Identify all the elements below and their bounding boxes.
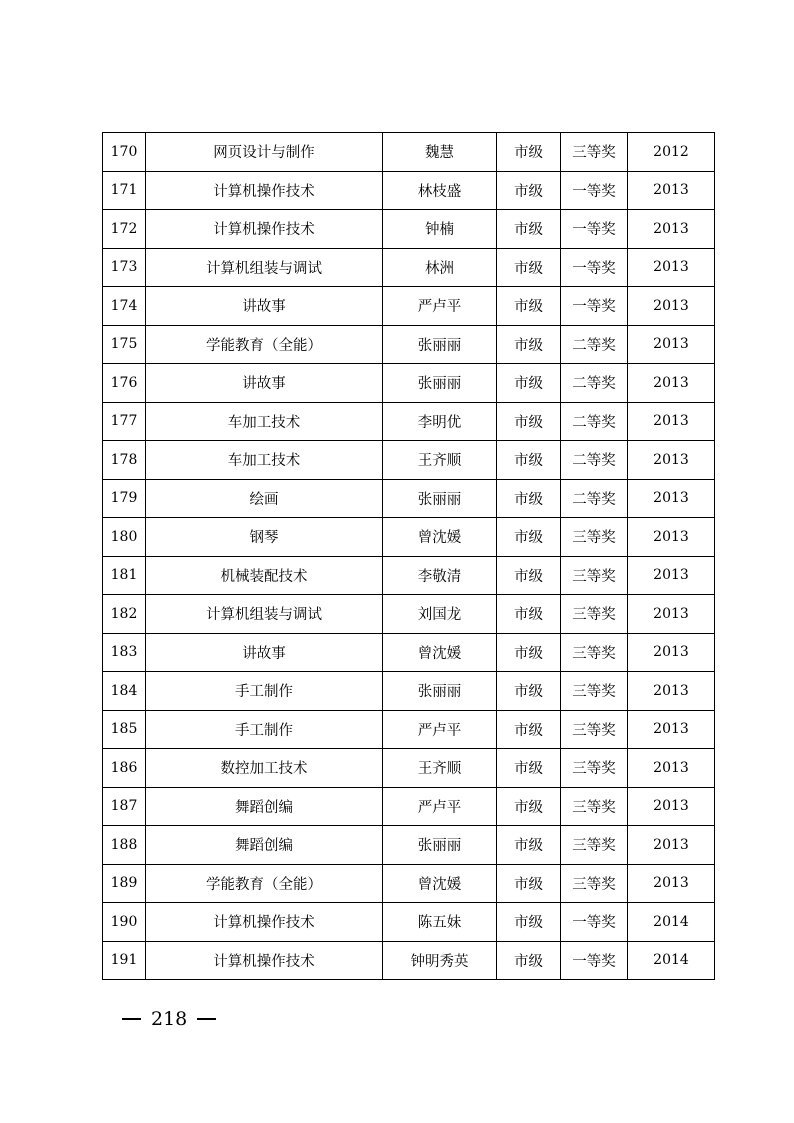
row-number-cell: 176 bbox=[103, 364, 146, 403]
level-cell: 市级 bbox=[497, 903, 561, 942]
award-table bbox=[102, 132, 715, 980]
project-cell: 数控加工技术 bbox=[146, 749, 383, 788]
award-cell: 三等奖 bbox=[561, 518, 628, 557]
table-row bbox=[103, 210, 715, 249]
person-name-cell: 曾沈媛 bbox=[383, 864, 497, 903]
person-name-cell: 严卢平 bbox=[383, 787, 497, 826]
level-cell: 市级 bbox=[497, 402, 561, 441]
table-row bbox=[103, 518, 715, 557]
level-cell: 市级 bbox=[497, 171, 561, 210]
project-cell: 计算机操作技术 bbox=[146, 210, 383, 249]
level-cell: 市级 bbox=[497, 479, 561, 518]
table-row bbox=[103, 633, 715, 672]
table-row bbox=[103, 903, 715, 942]
project-cell: 讲故事 bbox=[146, 633, 383, 672]
person-name-cell: 王齐顺 bbox=[383, 441, 497, 480]
row-number-cell: 180 bbox=[103, 518, 146, 557]
project-cell: 网页设计与制作 bbox=[146, 133, 383, 172]
table-row bbox=[103, 672, 715, 711]
level-cell: 市级 bbox=[497, 518, 561, 557]
table-row bbox=[103, 749, 715, 788]
page-number: 218 bbox=[151, 1008, 188, 1030]
row-number-cell: 184 bbox=[103, 672, 146, 711]
project-cell: 车加工技术 bbox=[146, 402, 383, 441]
row-number-cell: 190 bbox=[103, 903, 146, 942]
year-cell: 2013 bbox=[628, 287, 715, 326]
year-cell: 2013 bbox=[628, 325, 715, 364]
person-name-cell: 李敬清 bbox=[383, 556, 497, 595]
row-number-cell: 191 bbox=[103, 941, 146, 980]
award-cell: 三等奖 bbox=[561, 595, 628, 634]
row-number-cell: 183 bbox=[103, 633, 146, 672]
row-number-cell: 174 bbox=[103, 287, 146, 326]
table-row bbox=[103, 441, 715, 480]
person-name-cell: 王齐顺 bbox=[383, 749, 497, 788]
row-number-cell: 189 bbox=[103, 864, 146, 903]
table-row bbox=[103, 710, 715, 749]
award-cell: 三等奖 bbox=[561, 556, 628, 595]
row-number-cell: 172 bbox=[103, 210, 146, 249]
award-cell: 一等奖 bbox=[561, 171, 628, 210]
person-name-cell: 张丽丽 bbox=[383, 364, 497, 403]
year-cell: 2013 bbox=[628, 633, 715, 672]
award-cell: 一等奖 bbox=[561, 287, 628, 326]
year-cell: 2013 bbox=[628, 710, 715, 749]
award-cell: 二等奖 bbox=[561, 325, 628, 364]
award-cell: 一等奖 bbox=[561, 248, 628, 287]
level-cell: 市级 bbox=[497, 210, 561, 249]
person-name-cell: 李明优 bbox=[383, 402, 497, 441]
level-cell: 市级 bbox=[497, 826, 561, 865]
award-cell: 三等奖 bbox=[561, 749, 628, 788]
award-cell: 一等奖 bbox=[561, 903, 628, 942]
person-name-cell: 刘国龙 bbox=[383, 595, 497, 634]
table-row bbox=[103, 941, 715, 980]
project-cell: 计算机操作技术 bbox=[146, 171, 383, 210]
project-cell: 讲故事 bbox=[146, 287, 383, 326]
level-cell: 市级 bbox=[497, 441, 561, 480]
award-cell: 三等奖 bbox=[561, 864, 628, 903]
year-cell: 2013 bbox=[628, 364, 715, 403]
project-cell: 绘画 bbox=[146, 479, 383, 518]
award-cell: 二等奖 bbox=[561, 364, 628, 403]
level-cell: 市级 bbox=[497, 556, 561, 595]
award-cell: 三等奖 bbox=[561, 633, 628, 672]
person-name-cell: 曾沈媛 bbox=[383, 633, 497, 672]
row-number-cell: 187 bbox=[103, 787, 146, 826]
project-cell: 计算机组装与调试 bbox=[146, 248, 383, 287]
table-row bbox=[103, 864, 715, 903]
award-cell: 三等奖 bbox=[561, 133, 628, 172]
person-name-cell: 曾沈媛 bbox=[383, 518, 497, 557]
award-cell: 三等奖 bbox=[561, 787, 628, 826]
right-dash bbox=[197, 1018, 216, 1020]
row-number-cell: 170 bbox=[103, 133, 146, 172]
project-cell: 学能教育（全能） bbox=[146, 864, 383, 903]
project-cell: 舞蹈创编 bbox=[146, 787, 383, 826]
year-cell: 2013 bbox=[628, 826, 715, 865]
person-name-cell: 钟明秀英 bbox=[383, 941, 497, 980]
project-cell: 计算机操作技术 bbox=[146, 903, 383, 942]
table-row bbox=[103, 787, 715, 826]
level-cell: 市级 bbox=[497, 595, 561, 634]
row-number-cell: 171 bbox=[103, 171, 146, 210]
table-row bbox=[103, 325, 715, 364]
person-name-cell: 陈五妹 bbox=[383, 903, 497, 942]
level-cell: 市级 bbox=[497, 633, 561, 672]
project-cell: 手工制作 bbox=[146, 672, 383, 711]
year-cell: 2013 bbox=[628, 441, 715, 480]
level-cell: 市级 bbox=[497, 941, 561, 980]
row-number-cell: 173 bbox=[103, 248, 146, 287]
year-cell: 2013 bbox=[628, 210, 715, 249]
table-row bbox=[103, 402, 715, 441]
project-cell: 钢琴 bbox=[146, 518, 383, 557]
table-row bbox=[103, 479, 715, 518]
person-name-cell: 张丽丽 bbox=[383, 826, 497, 865]
level-cell: 市级 bbox=[497, 248, 561, 287]
row-number-cell: 179 bbox=[103, 479, 146, 518]
level-cell: 市级 bbox=[497, 287, 561, 326]
award-table-body bbox=[103, 133, 715, 980]
table-row bbox=[103, 171, 715, 210]
year-cell: 2013 bbox=[628, 787, 715, 826]
person-name-cell: 严卢平 bbox=[383, 710, 497, 749]
award-cell: 一等奖 bbox=[561, 941, 628, 980]
table-row bbox=[103, 364, 715, 403]
page-footer bbox=[122, 1004, 216, 1034]
person-name-cell: 严卢平 bbox=[383, 287, 497, 326]
level-cell: 市级 bbox=[497, 710, 561, 749]
year-cell: 2014 bbox=[628, 941, 715, 980]
award-cell: 三等奖 bbox=[561, 826, 628, 865]
row-number-cell: 188 bbox=[103, 826, 146, 865]
level-cell: 市级 bbox=[497, 864, 561, 903]
row-number-cell: 175 bbox=[103, 325, 146, 364]
row-number-cell: 181 bbox=[103, 556, 146, 595]
level-cell: 市级 bbox=[497, 325, 561, 364]
level-cell: 市级 bbox=[497, 749, 561, 788]
row-number-cell: 177 bbox=[103, 402, 146, 441]
year-cell: 2013 bbox=[628, 518, 715, 557]
project-cell: 学能教育（全能） bbox=[146, 325, 383, 364]
project-cell: 计算机操作技术 bbox=[146, 941, 383, 980]
person-name-cell: 张丽丽 bbox=[383, 672, 497, 711]
award-cell: 二等奖 bbox=[561, 441, 628, 480]
project-cell: 讲故事 bbox=[146, 364, 383, 403]
year-cell: 2013 bbox=[628, 248, 715, 287]
row-number-cell: 178 bbox=[103, 441, 146, 480]
person-name-cell: 张丽丽 bbox=[383, 479, 497, 518]
person-name-cell: 林枝盛 bbox=[383, 171, 497, 210]
award-cell: 二等奖 bbox=[561, 402, 628, 441]
year-cell: 2013 bbox=[628, 171, 715, 210]
row-number-cell: 185 bbox=[103, 710, 146, 749]
table-row bbox=[103, 556, 715, 595]
table-row bbox=[103, 826, 715, 865]
year-cell: 2013 bbox=[628, 556, 715, 595]
year-cell: 2012 bbox=[628, 133, 715, 172]
project-cell: 舞蹈创编 bbox=[146, 826, 383, 865]
table-row bbox=[103, 287, 715, 326]
left-dash bbox=[122, 1018, 141, 1020]
table-row bbox=[103, 595, 715, 634]
project-cell: 手工制作 bbox=[146, 710, 383, 749]
award-cell: 三等奖 bbox=[561, 672, 628, 711]
year-cell: 2014 bbox=[628, 903, 715, 942]
year-cell: 2013 bbox=[628, 595, 715, 634]
table-row bbox=[103, 133, 715, 172]
person-name-cell: 魏慧 bbox=[383, 133, 497, 172]
project-cell: 车加工技术 bbox=[146, 441, 383, 480]
level-cell: 市级 bbox=[497, 133, 561, 172]
year-cell: 2013 bbox=[628, 479, 715, 518]
person-name-cell: 张丽丽 bbox=[383, 325, 497, 364]
year-cell: 2013 bbox=[628, 864, 715, 903]
project-cell: 计算机组装与调试 bbox=[146, 595, 383, 634]
award-cell: 三等奖 bbox=[561, 710, 628, 749]
award-cell: 一等奖 bbox=[561, 210, 628, 249]
year-cell: 2013 bbox=[628, 749, 715, 788]
project-cell: 机械装配技术 bbox=[146, 556, 383, 595]
year-cell: 2013 bbox=[628, 672, 715, 711]
row-number-cell: 186 bbox=[103, 749, 146, 788]
level-cell: 市级 bbox=[497, 672, 561, 711]
award-cell: 二等奖 bbox=[561, 479, 628, 518]
person-name-cell: 钟楠 bbox=[383, 210, 497, 249]
year-cell: 2013 bbox=[628, 402, 715, 441]
person-name-cell: 林洲 bbox=[383, 248, 497, 287]
level-cell: 市级 bbox=[497, 364, 561, 403]
row-number-cell: 182 bbox=[103, 595, 146, 634]
level-cell: 市级 bbox=[497, 787, 561, 826]
table-row bbox=[103, 248, 715, 287]
